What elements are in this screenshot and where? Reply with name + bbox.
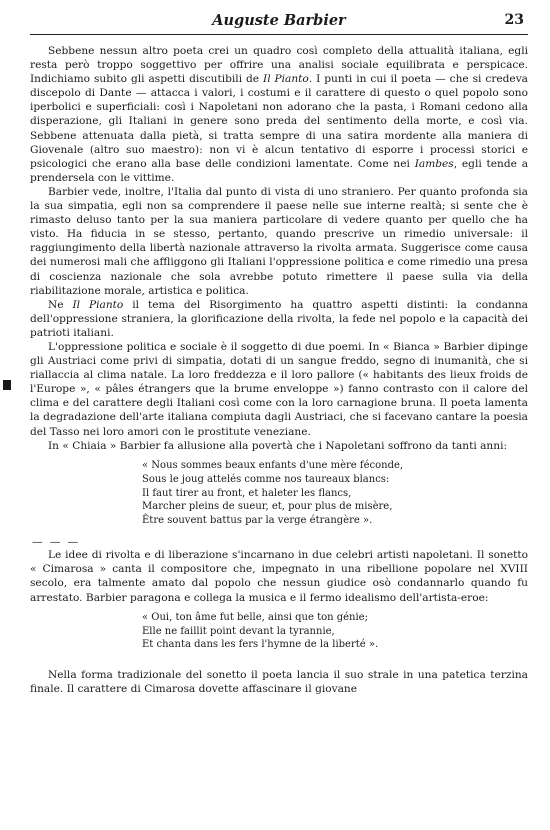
paragraph-5: In « Chiaia » Barbier fa allusione alla povertà che i Napoletani soffrono da tanti anni: (48, 439, 508, 452)
paragraph-3-text-b: il tema del Risorgimento ha quattro aspetti distinti: la condanna dell'oppressione straniera, la glorificazione della rivolta, la fede nel popolo e la capacità dei patrioti italiani. (30, 298, 528, 339)
verse-line: Il faut tirer au front, et haleter les flancs, (142, 487, 352, 499)
paragraph-1-text-a: Sebbene nessun altro poeta crei un quadro così completo della attualità italiana, egli resta però troppo soggettivo per offrire una analisi sociale equilibrata e perspicace. Indichiamo subito gli aspetti discutibili de (30, 45, 528, 86)
paragraph-1-text-c: , egli tende a prendersela con le vittime. (30, 157, 529, 184)
paragraph-1 (30, 44, 528, 185)
running-title: Auguste Barbier (212, 12, 346, 29)
margin-marker (3, 380, 11, 390)
verse-line: Et chanta dans les fers l'hymne de la liberté ». (142, 639, 379, 651)
section-separator: — — — (32, 536, 81, 549)
work-title-iambes: Iambes (414, 157, 454, 170)
page-header (30, 10, 528, 35)
verse-quote-chiaia (142, 459, 528, 529)
paragraph-2: Barbier vede, inoltre, l'Italia dal punto di vista di uno straniero. Per quanto profonda sia la sua simpatia, egli non sa comprendere il paese nelle sue interne realtà; si sente che è rimasto deluso tanto per la sua maniera particolare di vedere quanto per quello che ha visto. Ha fiducia in se stesso, pertanto, quando prescrive un rimedio universale: il raggiungimento della libertà nazionale attraverso la rivolta armata. Suggerisce come causa dei numerosi mali che affliggono gli Italiani l'oppressione politica e come rimedio una presa di coscienza nazionale che sola avrebbe potuto rimettere il paese sulla via della riabilitazione morale, artistica e politica. (30, 185, 528, 297)
spacer (30, 660, 528, 668)
verse-line: Être souvent battus par la verge étrangère ». (142, 515, 373, 527)
page-number: 23 (504, 12, 524, 28)
verse-line: « Oui, ton âme fut belle, ainsi que ton génie; (142, 611, 368, 623)
work-title-il-pianto: Il Pianto (263, 73, 309, 86)
verse-line: « Nous sommes beaux enfants d'une mère féconde, (142, 459, 404, 471)
page-body (30, 44, 528, 697)
paragraph-1-text-b: . I punti in cui il poeta — che si credeva discepolo di Dante — attacca i valori, i costumi e il carattere di questo o quel popolo sono iperbolici e superficiali: così i Napoletani non adorano che la pasta, i Romani cedono alla disperazione, gli Italiani in genere sono preda del sentimento della morte, e così via. Sebbene attenuata dalla pietà, si tratta sempre di una satira mordente alla maniera di Giovenale (altro suo maestro): non vi è alcun tentativo di esporre i processi storici e psicologici che erano alla base delle condizioni lamentate. Come nei (30, 73, 529, 170)
paragraph-3-text-a: Ne (48, 298, 73, 311)
paragraph-7: Nella forma tradizionale del sonetto il poeta lancia il suo strale in una patetica terzina finale. Il carattere di Cimarosa dovette affascinare il giovane (30, 669, 528, 696)
paragraph-4: L'oppressione politica e sociale è il soggetto di due poemi. In « Bianca » Barbier dipinge gli Austriaci come privi di simpatia, dotati di un sangue freddo, segno di inumanità, che si riallaccia al clima natale. La loro freddezza e il loro pallore (« habitants des lieux froids de l'Europe », « pâles étrangers que la brume enveloppe ») fanno contrasto con il calore del clima e del carattere degli Italiani così come con la loro carnagione bruna. Il poeta lamenta la degradazione dell'arte italiana compiuta dagli Austriaci, che si facevano cantare la poesia del Tasso nei loro amori con le prostitute veneziane. (30, 340, 528, 438)
work-title-il-pianto-2: Il Pianto (72, 298, 124, 311)
paragraph-6: Le idee di rivolta e di liberazione s'incarnano in due celebri artisti napoletani. Il sonetto « Cimarosa » canta il compositore che, impegnato in una ribellione popolare nel XVIII secolo, era talmente amato dal popolo che nessun giudice osò condannarlo quando fu arrestato. Barbier paragona e collega la musica e il fermo idealismo dell'artista-eroe: (30, 549, 528, 604)
verse-line: Elle ne faillit point devant la tyrannie, (142, 625, 335, 637)
verse-line: Marcher pleins de sueur, et, pour plus de misère, (142, 501, 393, 513)
paragraph-3 (30, 298, 528, 340)
verse-line: Sous le joug attelés comme nos taureaux blancs: (142, 473, 390, 485)
verse-quote-cimarosa (142, 611, 528, 653)
